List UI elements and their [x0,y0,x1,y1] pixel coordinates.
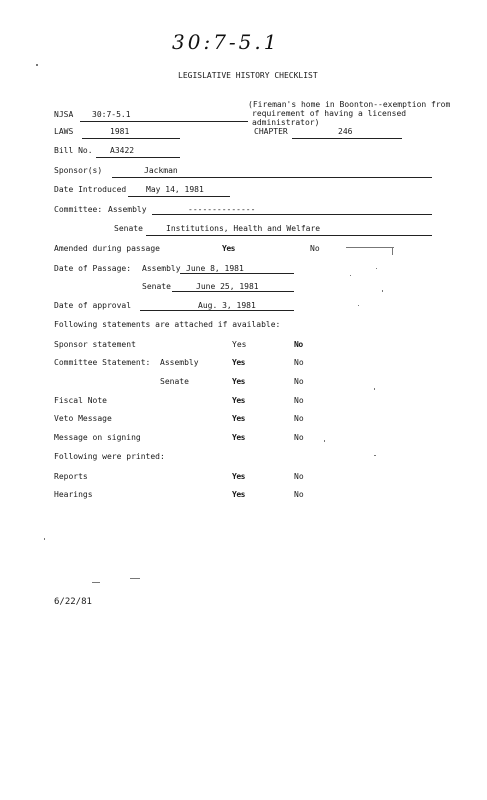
bill-no-value: A3422 [110,146,135,155]
statement-no: No [294,433,304,442]
document-title: LEGISLATIVE HISTORY CHECKLIST [178,71,318,80]
scan-speck [374,388,375,390]
njsa-underline [80,121,248,122]
statements-heading: Following statements are attached if available: [54,320,281,329]
statement-label: Committee Statement: [54,358,151,367]
statement-no: No [294,396,304,405]
scan-speck [44,538,45,540]
scan-speck [374,455,376,456]
printed-label: Hearings [54,490,93,499]
date-introduced-value: May 14, 1981 [146,185,204,194]
committee-assembly-value: -------------- [188,205,256,214]
printed-heading: Following were printed: [54,452,165,461]
statement-yes: Yes [232,358,245,367]
scan-speck [358,305,359,306]
approval-label: Date of approval [54,301,132,310]
committee-assembly-label: Assembly [108,205,147,214]
amended-label: Amended during passage [54,244,160,253]
committee-assembly-underline [152,214,432,215]
scan-speck [376,268,377,269]
scan-speck [350,275,351,276]
njsa-value: 30:7-5.1 [92,110,131,119]
printed-yes: Yes [232,490,245,499]
passage-assembly-label: Assembly [142,264,181,273]
amended-yes: Yes [222,244,235,253]
scan-speck [382,290,383,292]
printed-no: No [294,472,304,481]
chapter-label: CHAPTER [254,127,288,136]
date-introduced-underline [128,196,230,197]
njsa-label: NJSA [54,110,74,119]
approval-underline [140,310,294,311]
statement-yes: Yes [232,433,245,442]
statement-no: No [294,358,304,367]
printed-no: No [294,490,304,499]
bill-no-underline [96,157,180,158]
scan-mark [346,247,394,248]
scan-speck [36,64,38,66]
laws-label: LAWS [54,127,74,136]
sponsors-underline [112,177,432,178]
passage-label: Date of Passage: [54,264,132,273]
chapter-value: 246 [338,127,353,136]
bill-no-label: Bill No. [54,146,93,155]
statement-label: Sponsor statement [54,340,136,349]
statement-no: No [294,340,303,349]
statement-label: Senate [160,377,189,386]
passage-assembly-underline [180,273,294,274]
statement-yes: Yes [232,414,245,423]
description-line-2: requirement of having a licensed [252,109,407,118]
description-line-1: (Fireman's home in Boonton--exemption from [248,100,451,109]
passage-senate-value: June 25, 1981 [196,282,259,291]
scan-mark [392,247,393,255]
passage-senate-underline [172,291,294,292]
laws-value: 1981 [110,127,130,136]
sponsors-label: Sponsor(s) [54,166,103,175]
approval-value: Aug. 3, 1981 [198,301,256,310]
scan-speck [92,582,100,583]
statement-no: No [294,414,304,423]
passage-assembly-value: June 8, 1981 [186,264,244,273]
statement-no: No [294,377,304,386]
footer-date: 6/22/81 [54,597,92,607]
printed-label: Reports [54,472,88,481]
date-introduced-label: Date Introduced [54,185,127,194]
scan-speck [130,578,140,579]
handwritten-number: 30:7-5.1 [172,30,280,54]
amended-no: No [310,244,320,253]
statement-yes: Yes [232,340,247,349]
statement-label: Fiscal Note [54,396,107,405]
statement-yes: Yes [232,377,245,386]
committee-senate-value: Institutions, Health and Welfare [166,224,321,233]
laws-underline [82,138,180,139]
sponsors-value: Jackman [144,166,178,175]
committee-label: Committee: [54,205,103,214]
description-line-3: administrator) [252,118,320,127]
printed-yes: Yes [232,472,245,481]
committee-senate-underline [146,235,432,236]
scan-speck [324,440,325,442]
statement-label: Veto Message [54,414,112,423]
passage-senate-label: Senate [142,282,171,291]
statement-label: Message on signing [54,433,141,442]
statement-yes: Yes [232,396,245,405]
chapter-underline [292,138,402,139]
committee-senate-label: Senate [114,224,143,233]
statement-sublabel: Assembly [160,358,199,367]
